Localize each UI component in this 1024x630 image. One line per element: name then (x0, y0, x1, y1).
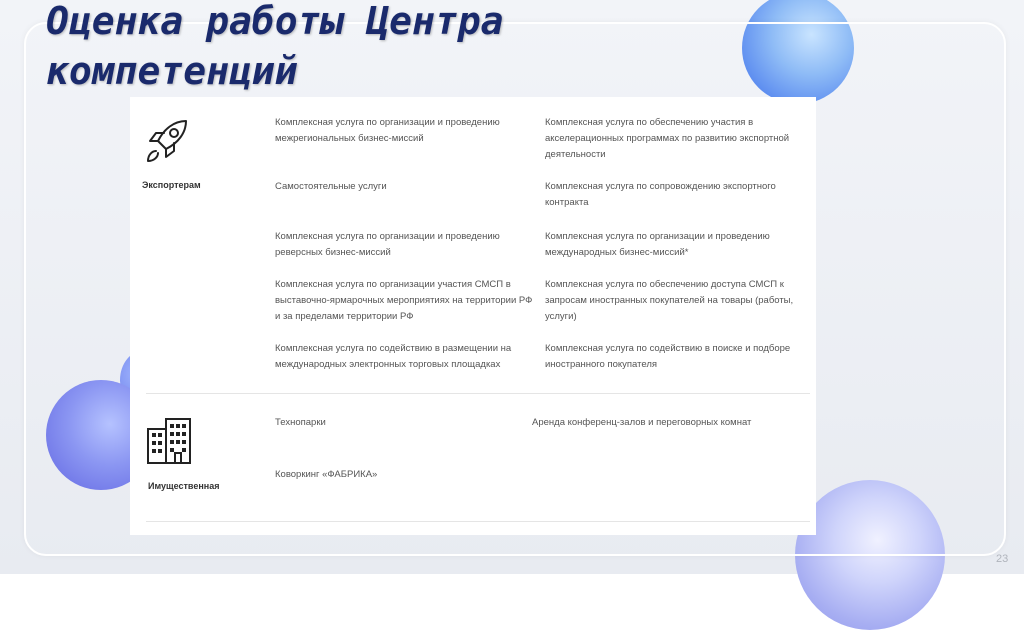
section-divider (146, 521, 810, 522)
service-item: Комплексная услуга по организации участия СМСП в выставочно-ярмарочных мероприятиях на территории РФ и за пределами территории РФ (275, 279, 533, 322)
service-item: Комплексная услуга по содействию в поиске и подборе иностранного покупателя (545, 343, 791, 370)
service-item: Самостоятельные услуги (275, 181, 387, 192)
service-item: Комплексная услуга по организации и проведению международных бизнес-миссий* (545, 231, 770, 258)
building-icon (144, 415, 196, 467)
section-divider (146, 393, 810, 394)
service-item: Комплексная услуга по содействию в размещении на международных электронных торговых площадках (275, 343, 512, 370)
category-export-label: Экспортерам (142, 180, 201, 190)
service-item: Комплексная услуга по обеспечению участия в акселерационных программах по развитию экспортной деятельности (545, 117, 790, 160)
service-item: Комплексная услуга по сопровождению экспортного контракта (545, 181, 776, 208)
service-item: Комплексная услуга по обеспечению доступа СМСП к запросам иностранных покупателей на товары (работы, услуги) (545, 279, 794, 322)
page-number: 23 (996, 553, 1009, 565)
service-item: Комплексная услуга по организации и проведению реверсных бизнес-миссий (275, 231, 500, 258)
service-item: Аренда конференц-залов и переговорных комнат (532, 417, 752, 428)
slide-title: Оценка работы Центра компетенций (46, 0, 504, 93)
service-item: Технопарки (275, 417, 326, 428)
services-card (130, 97, 816, 535)
rocket-icon (138, 113, 194, 169)
service-item: Комплексная услуга по организации и проведению межрегиональных бизнес-миссий (275, 117, 500, 144)
category-property-label: Имущественная (148, 481, 220, 491)
service-item: Коворкинг «ФАБРИКА» (275, 469, 378, 480)
